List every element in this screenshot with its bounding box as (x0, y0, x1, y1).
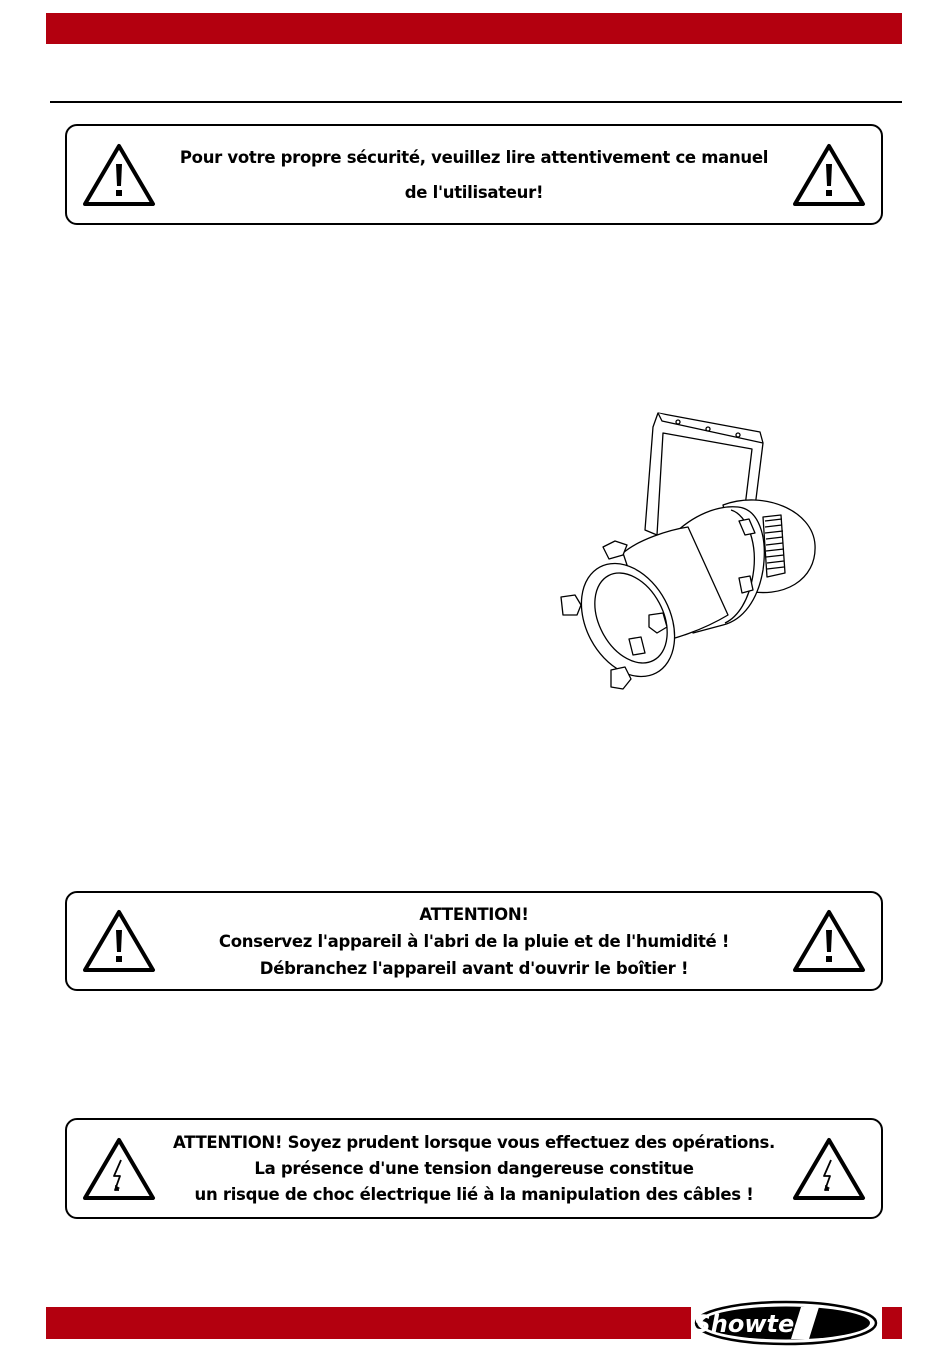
warning-left-icon (81, 142, 157, 208)
warning-left-icon (81, 908, 157, 974)
electrical-warning-box (65, 1118, 883, 1219)
warning-line: Conservez l'appareil à l'abri de la pluie et de l'humidité ! (218, 931, 730, 951)
warning-line: ATTENTION! (419, 904, 529, 924)
footer-red-tab (882, 1307, 902, 1339)
safety-warning-text: Pour votre propre sécurité, veuillez lire attentivement ce manuel de l'utilisateur! (179, 147, 769, 202)
safety-warning-box (65, 124, 883, 225)
showtec-logo (693, 1299, 879, 1347)
spotlight-illustration (553, 405, 823, 695)
header-red-bar (46, 13, 902, 44)
moisture-warning-box (65, 891, 883, 991)
footer-red-bar (46, 1307, 691, 1339)
warning-line: ATTENTION! Soyez prudent lorsque vous effectuez des opérations. (172, 1132, 776, 1152)
header-rule (50, 101, 902, 103)
warning-right-icon (791, 142, 867, 208)
warning-line: Débranchez l'appareil avant d'ouvrir le boîtier ! (259, 958, 689, 978)
warning-line: un risque de choc électrique lié à la manipulation des câbles ! (194, 1184, 754, 1204)
warning-line: La présence d'une tension dangereuse constitue (254, 1158, 694, 1178)
high-voltage-right-icon (791, 1136, 867, 1202)
warning-right-icon (791, 908, 867, 974)
high-voltage-left-icon (81, 1136, 157, 1202)
logo-text: Showtec (693, 1310, 809, 1338)
